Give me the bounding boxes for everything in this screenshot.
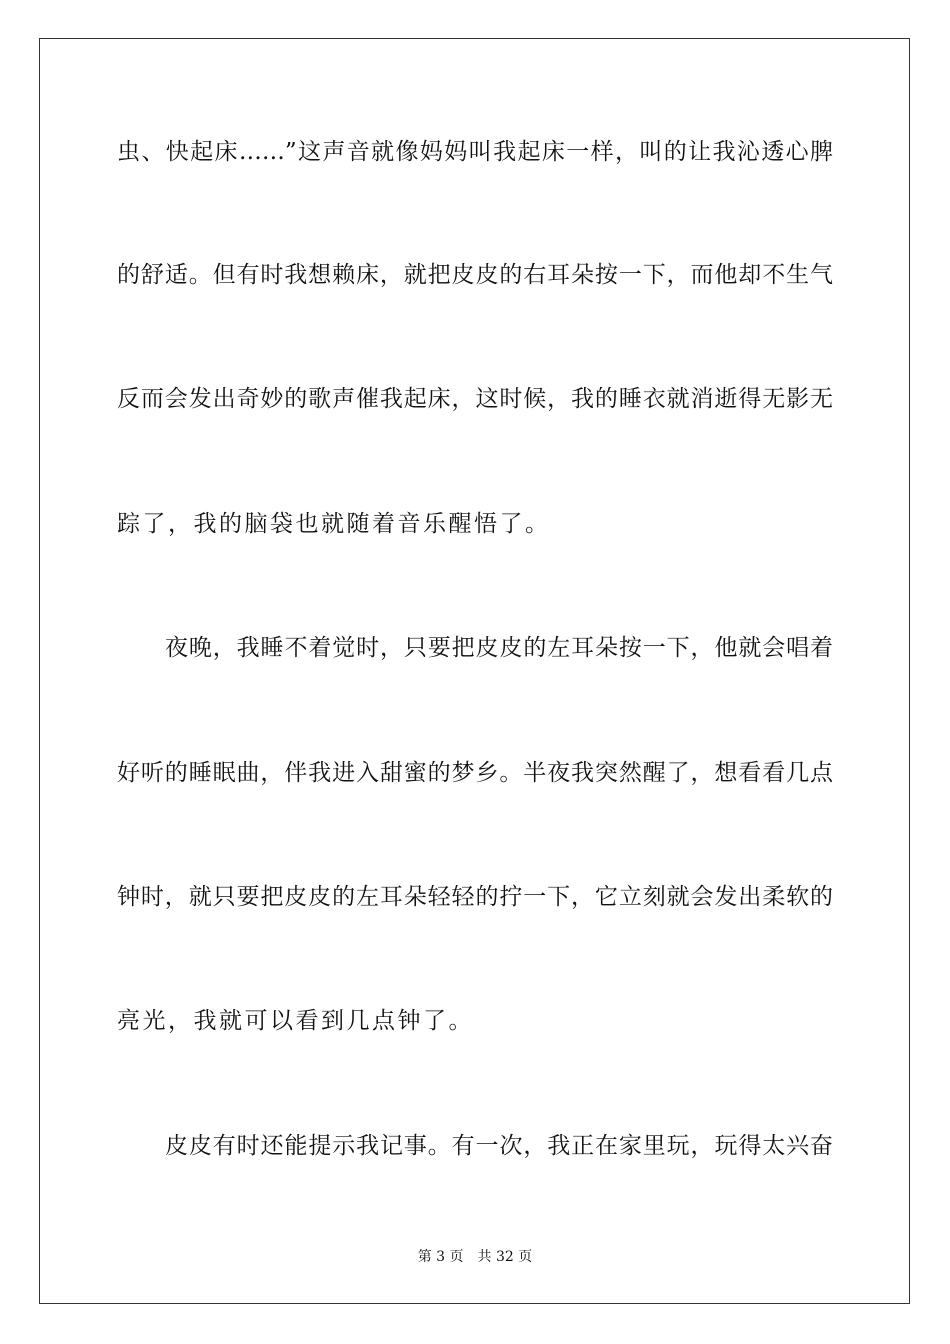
text-line-7: 钟时，就只要把皮皮的左耳朵轻轻的拧一下，它立刻就会发出柔软的 xyxy=(117,884,833,910)
text-line-5: 夜晚，我睡不着觉时，只要把皮皮的左耳朵按一下，他就会唱着 xyxy=(165,635,833,661)
text-line-3: 反而会发出奇妙的歌声催我起床，这时候，我的睡衣就消逝得无影无 xyxy=(117,386,833,412)
text-line-8: 亮光，我就可以看到几点钟了。 xyxy=(117,1008,474,1034)
text-line-2: 的舒适。但有时我想赖床，就把皮皮的右耳朵按一下，而他却不生气 xyxy=(117,262,833,288)
page-border xyxy=(39,38,910,1304)
page-footer xyxy=(0,1247,950,1267)
text-line-9: 皮皮有时还能提示我记事。有一次，我正在家里玩，玩得太兴奋 xyxy=(165,1133,833,1159)
page-number: 第 3 页 xyxy=(417,1249,464,1265)
text-line-4: 踪了，我的脑袋也就随着音乐醒悟了。 xyxy=(117,511,551,537)
text-line-1: 虫、快起床……”这声音就像妈妈叫我起床一样，叫的让我沁透心脾 xyxy=(117,139,833,165)
page-total: 共 32 页 xyxy=(477,1249,533,1265)
text-line-6: 好听的睡眠曲，伴我进入甜蜜的梦乡。半夜我突然醒了，想看看几点 xyxy=(117,760,833,786)
